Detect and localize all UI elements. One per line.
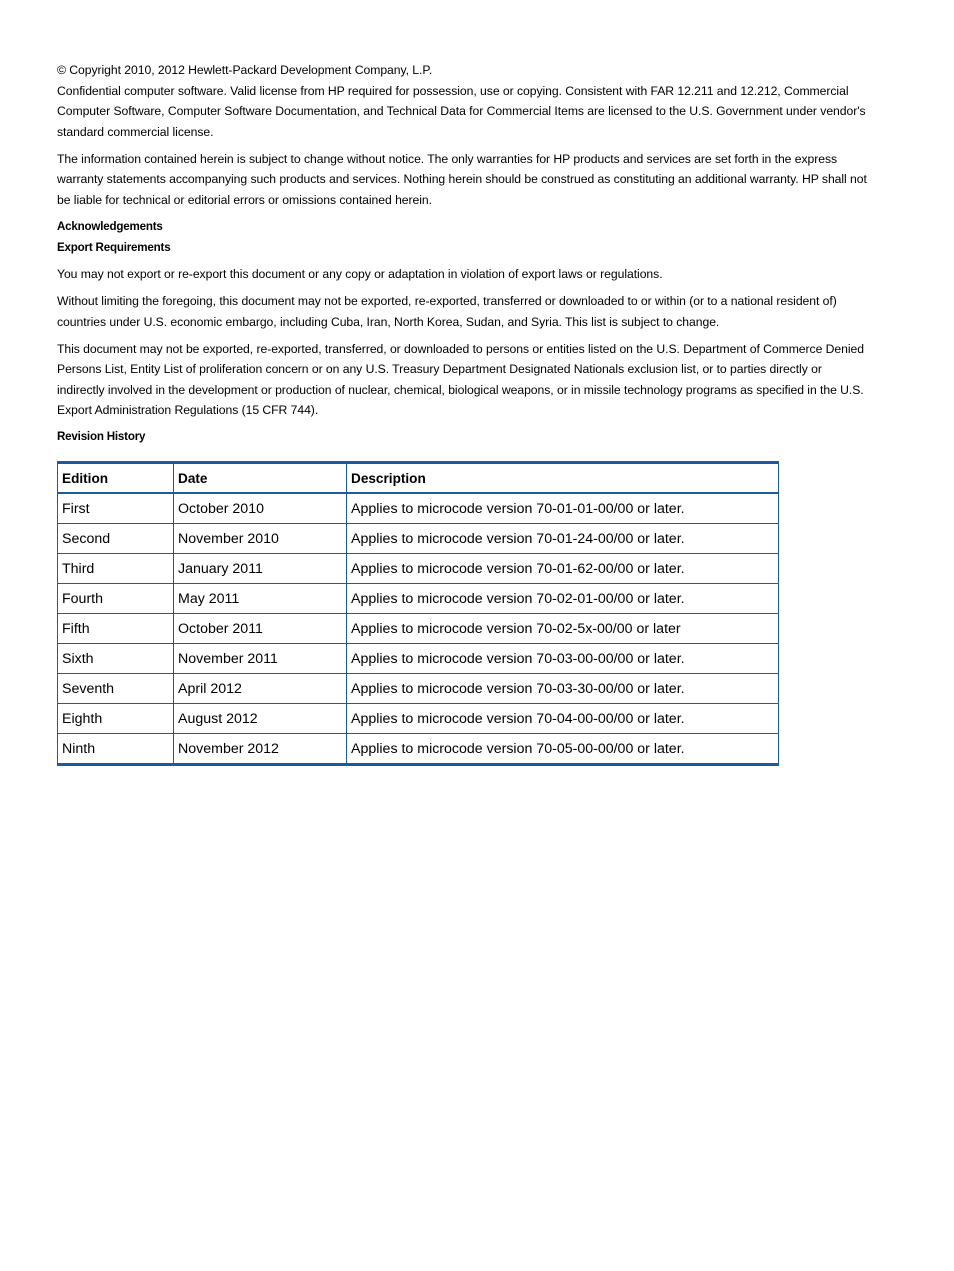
export-requirements-heading: Export Requirements	[57, 240, 171, 254]
description-cell: Applies to microcode version 70-02-01-00/00 or later.	[347, 584, 779, 614]
table-row	[58, 493, 779, 524]
description-cell: Applies to microcode version 70-01-24-00/00 or later.	[347, 524, 779, 554]
table-row	[58, 554, 779, 584]
description-cell: Applies to microcode version 70-01-62-00/00 or later.	[347, 554, 779, 584]
table-row	[58, 614, 779, 644]
edition-cell: Fifth	[58, 614, 174, 644]
date-cell: November 2012	[174, 734, 347, 765]
date-cell: October 2010	[174, 493, 347, 524]
edition-cell: Ninth	[58, 734, 174, 765]
edition-cell: First	[58, 493, 174, 524]
column-header-date: Date	[174, 463, 347, 494]
edition-cell: Fourth	[58, 584, 174, 614]
export-paragraph-1: You may not export or re-export this document or any copy or adaptation in violation of export laws or regulations.	[57, 267, 663, 281]
revision-history-table	[57, 461, 779, 766]
table-row	[58, 704, 779, 734]
description-cell: Applies to microcode version 70-03-00-00/00 or later.	[347, 644, 779, 674]
column-header-description: Description	[347, 463, 779, 494]
description-cell: Applies to microcode version 70-03-30-00/00 or later.	[347, 674, 779, 704]
acknowledgements-heading: Acknowledgements	[57, 219, 163, 233]
table-row	[58, 674, 779, 704]
date-cell: January 2011	[174, 554, 347, 584]
edition-cell: Seventh	[58, 674, 174, 704]
edition-cell: Third	[58, 554, 174, 584]
edition-cell: Second	[58, 524, 174, 554]
table-header-row	[58, 463, 779, 494]
legal-notice-page	[57, 60, 872, 766]
license-paragraph: Confidential computer software. Valid license from HP required for possession, use or copying. Consistent with FAR 12.211 and 12.212, Commercial Computer Software, Computer Software Documentation, and Technical Data for Commercial Items are licensed to the U.S. Government under vendor's standard commercial license.	[57, 83, 866, 139]
export-paragraph-2: Without limiting the foregoing, this document may not be exported, re-exported, transferred or downloaded to or within (or to a national resident of) countries under U.S. economic embargo, including Cuba, Iran, North Korea, Sudan, and Syria. This list is subject to change.	[57, 294, 837, 329]
date-cell: November 2011	[174, 644, 347, 674]
date-cell: August 2012	[174, 704, 347, 734]
table-row	[58, 734, 779, 765]
description-cell: Applies to microcode version 70-04-00-00/00 or later.	[347, 704, 779, 734]
date-cell: April 2012	[174, 674, 347, 704]
table-row	[58, 644, 779, 674]
date-cell: May 2011	[174, 584, 347, 614]
description-cell: Applies to microcode version 70-05-00-00/00 or later.	[347, 734, 779, 765]
edition-cell: Eighth	[58, 704, 174, 734]
date-cell: November 2010	[174, 524, 347, 554]
table-row	[58, 524, 779, 554]
revision-history-heading: Revision History	[57, 430, 146, 443]
edition-cell: Sixth	[58, 644, 174, 674]
table-row	[58, 584, 779, 614]
description-cell: Applies to microcode version 70-02-5x-00/00 or later	[347, 614, 779, 644]
date-cell: October 2011	[174, 614, 347, 644]
column-header-edition: Edition	[58, 463, 174, 494]
warranty-paragraph: The information contained herein is subject to change without notice. The only warranties for HP products and services are set forth in the express warranty statements accompanying such products and services. Nothing herein should be construed as constituting an additional warranty. HP shall not be liable for technical or editorial errors or omissions contained herein.	[57, 151, 867, 207]
export-paragraph-3: This document may not be exported, re-exported, transferred, or downloaded to persons or entities listed on the U.S. Department of Commerce Denied Persons List, Entity List of proliferation concern or on any U.S. Treasury Department Designated Nationals exclusion list, or to parties directly or indirectly involved in the development or production of nuclear, chemical, biological weapons, or in missile technology programs as specified in the U.S. Export Administration Regulations (15 CFR 744).	[57, 341, 864, 417]
copyright-line: © Copyright 2010, 2012 Hewlett-Packard Development Company, L.P.	[57, 63, 433, 77]
description-cell: Applies to microcode version 70-01-01-00/00 or later.	[347, 493, 779, 524]
